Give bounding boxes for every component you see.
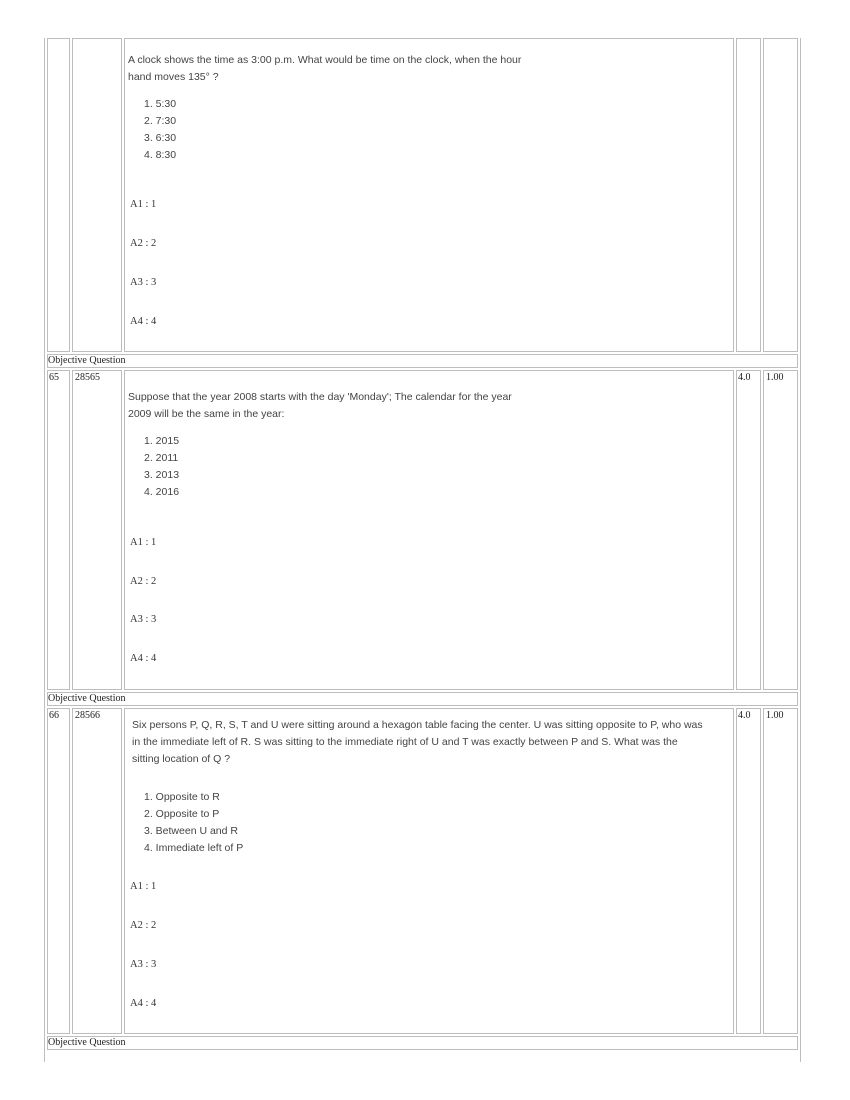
option-item: 2. 7:30 bbox=[144, 115, 177, 127]
negative-cell bbox=[763, 708, 798, 1034]
question-number: 66 bbox=[49, 710, 59, 721]
answer-label: A1 : 1 bbox=[130, 537, 157, 548]
question-text: Six persons P, Q, R, S, T and U were sitting around a hexagon table facing the center. U was sitting opposite to P, who was in the immediate left of R. S was sitting to the immediate right of U and T was exactly between P and S. What was the sitting location of Q ? bbox=[132, 719, 703, 765]
options-list bbox=[144, 789, 243, 857]
question-type-label: Objective Question bbox=[48, 355, 126, 366]
option-item: 4. Immediate left of P bbox=[144, 842, 244, 854]
options-list bbox=[144, 433, 179, 501]
question-marks: 4.0 bbox=[738, 372, 751, 383]
option-item: 1. 5:30 bbox=[144, 98, 177, 110]
question-id: 28566 bbox=[75, 710, 100, 721]
negative-cell bbox=[763, 38, 798, 352]
option-item: 1. 2015 bbox=[144, 435, 180, 447]
question-type-label: Objective Question bbox=[48, 693, 126, 704]
answer-label: A4 : 4 bbox=[130, 653, 157, 664]
negative-cell bbox=[763, 370, 798, 690]
table-right-border bbox=[800, 38, 801, 1062]
question-negative-marks: 1.00 bbox=[766, 372, 784, 383]
question-type-row bbox=[47, 692, 798, 706]
option-item: 2. 2011 bbox=[144, 452, 179, 464]
answer-label: A4 : 4 bbox=[130, 316, 157, 327]
question-number: 65 bbox=[49, 372, 59, 383]
answer-label: A2 : 2 bbox=[130, 920, 157, 931]
question-text: Suppose that the year 2008 starts with the day 'Monday'; The calendar for the year 2009 will be the same in the year: bbox=[128, 391, 512, 420]
option-item: 3. Between U and R bbox=[144, 825, 238, 837]
id-cell bbox=[72, 708, 122, 1034]
question-type-label: Objective Question bbox=[48, 1037, 126, 1048]
question-negative-marks: 1.00 bbox=[766, 710, 784, 721]
number-cell bbox=[47, 708, 70, 1034]
question-text: A clock shows the time as 3:00 p.m. What would be time on the clock, when the hour hand moves 135° ? bbox=[128, 54, 522, 83]
marks-cell bbox=[736, 370, 761, 690]
options-list bbox=[144, 96, 176, 164]
answer-label: A4 : 4 bbox=[130, 998, 157, 1009]
marks-cell bbox=[736, 708, 761, 1034]
option-item: 3. 6:30 bbox=[144, 132, 177, 144]
answer-label: A3 : 3 bbox=[130, 959, 157, 970]
answer-label: A3 : 3 bbox=[130, 614, 157, 625]
option-item: 1. Opposite to R bbox=[144, 791, 220, 803]
table-left-border bbox=[44, 38, 45, 1062]
answer-label: A1 : 1 bbox=[130, 199, 157, 210]
number-cell bbox=[47, 38, 70, 352]
option-item: 4. 8:30 bbox=[144, 149, 177, 161]
option-item: 4. 2016 bbox=[144, 486, 180, 498]
id-cell bbox=[72, 38, 122, 352]
question-type-row bbox=[47, 1036, 798, 1050]
answer-label: A1 : 1 bbox=[130, 881, 157, 892]
id-cell bbox=[72, 370, 122, 690]
question-id: 28565 bbox=[75, 372, 100, 383]
question-marks: 4.0 bbox=[738, 710, 751, 721]
question-type-row bbox=[47, 354, 798, 368]
option-item: 2. Opposite to P bbox=[144, 808, 220, 820]
number-cell bbox=[47, 370, 70, 690]
answer-label: A2 : 2 bbox=[130, 238, 157, 249]
option-item: 3. 2013 bbox=[144, 469, 180, 481]
answer-label: A2 : 2 bbox=[130, 576, 157, 587]
marks-cell bbox=[736, 38, 761, 352]
answer-label: A3 : 3 bbox=[130, 277, 157, 288]
